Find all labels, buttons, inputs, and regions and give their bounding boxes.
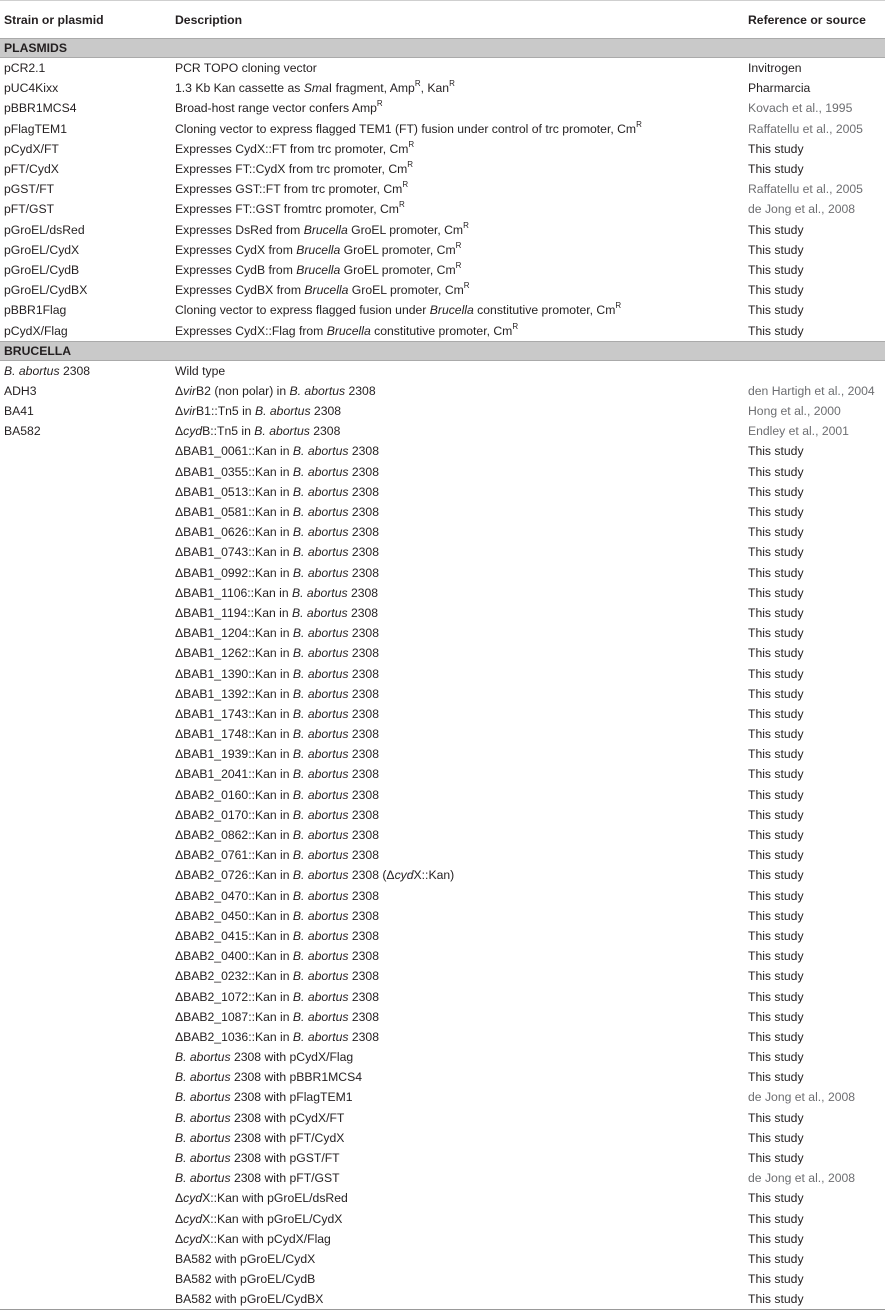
strain-cell — [0, 1289, 171, 1310]
table-row — [0, 1148, 885, 1168]
reference-cell: This study — [748, 888, 804, 903]
table-row — [0, 179, 885, 199]
description-cell: ΔBAB1_0355::Kan in B. abortus 2308 — [175, 464, 379, 479]
reference-cell: This study — [748, 666, 804, 681]
table-row — [0, 906, 885, 926]
table-row — [0, 1289, 885, 1310]
reference-cell: This study — [748, 1191, 804, 1206]
description-cell: Expresses CydX::FT from trc promoter, $Cm^R$ — [175, 139, 415, 156]
description-cell: Broad-host range vector confers Amp$^R$ — [175, 99, 383, 116]
reference-cell: This study — [748, 626, 804, 641]
description-cell: B. abortus 2308 with pCydX/FT — [175, 1110, 345, 1125]
strain-cell — [0, 663, 171, 683]
table-row — [0, 724, 885, 744]
reference-cell: This study — [748, 969, 804, 984]
table-body — [0, 39, 885, 1310]
description-cell: ΔBAB2_0761::Kan in B. abortus 2308 — [175, 848, 379, 863]
strain-cell — [0, 825, 171, 845]
table-row — [0, 139, 885, 159]
description-cell: Expresses CydBX from Brucella GroEL promoter, $Cm^R$ — [175, 281, 470, 298]
reference-cell: This study — [748, 706, 804, 721]
description-cell: ΔBAB2_0726::Kan in B. abortus 2308 (ΔcydX::Kan) — [175, 868, 455, 883]
reference-cell: This study — [748, 484, 804, 499]
description-cell: ΔBAB1_0513::Kan in B. abortus 2308 — [175, 484, 379, 499]
description-cell: ΔBAB1_0061::Kan in B. abortus 2308 — [175, 444, 379, 459]
reference-cell: This study — [748, 1070, 804, 1085]
strain-cell: BA582 — [4, 424, 41, 439]
strain-cell: pFT/GST — [4, 202, 55, 217]
table-row — [0, 825, 885, 845]
table-row — [0, 1087, 885, 1107]
strain-cell — [0, 1269, 171, 1289]
description-cell: ΔBAB1_0992::Kan in B. abortus 2308 — [175, 565, 379, 580]
strain-cell: pFT/CydX — [4, 162, 59, 177]
strain-cell: pFlagTEM1 — [4, 121, 67, 136]
strain-cell: pUC4Kixx — [4, 81, 59, 96]
table-row — [0, 159, 885, 179]
reference-cell: This study — [748, 262, 804, 277]
reference-cell: This study — [748, 1009, 804, 1024]
reference-cell: This study — [748, 868, 804, 883]
reference-cell: den Hartigh et al., 2004 — [748, 383, 875, 398]
description-cell: B. abortus 2308 with pGST/FT — [175, 1151, 340, 1166]
strain-cell — [0, 583, 171, 603]
strain-cell — [0, 441, 171, 461]
description-cell: ΔBAB2_0415::Kan in B. abortus 2308 — [175, 928, 379, 943]
header-description: Description — [175, 12, 243, 27]
table-row — [0, 360, 885, 381]
description-cell: ΔBAB1_0581::Kan in B. abortus 2308 — [175, 505, 379, 520]
table-row — [0, 684, 885, 704]
strain-cell: pCR2.1 — [4, 61, 46, 76]
description-cell: ΔBAB1_1392::Kan in B. abortus 2308 — [175, 686, 379, 701]
table-row — [0, 482, 885, 502]
table-row — [0, 300, 885, 320]
table-row — [0, 926, 885, 946]
strain-cell — [0, 1007, 171, 1027]
strain-cell — [0, 623, 171, 643]
section-row — [0, 341, 885, 360]
table-row — [0, 865, 885, 885]
strain-cell — [0, 744, 171, 764]
strain-cell — [0, 1209, 171, 1229]
reference-cell: This study — [748, 686, 804, 701]
strain-cell — [0, 1148, 171, 1168]
reference-cell: This study — [748, 787, 804, 802]
description-cell: PCR TOPO cloning vector — [175, 61, 317, 76]
header-strain: Strain or plasmid — [4, 12, 104, 27]
strain-cell: pGroEL/CydX — [4, 242, 80, 257]
strain-cell — [0, 1168, 171, 1188]
table-row — [0, 966, 885, 986]
reference-cell: This study — [748, 162, 804, 177]
table-row — [0, 381, 885, 401]
reference-cell: de Jong et al., 2008 — [748, 202, 856, 217]
description-cell: Expresses CydX from Brucella GroEL promoter, $Cm^R$ — [175, 240, 462, 257]
table-row — [0, 280, 885, 300]
description-cell: B. abortus 2308 with pFT/CydX — [175, 1130, 345, 1145]
table-row — [0, 583, 885, 603]
section-row — [0, 39, 885, 58]
strain-cell: B. abortus 2308 — [4, 363, 91, 378]
description-cell: Expresses CydB from Brucella GroEL promoter, $Cm^R$ — [175, 260, 462, 277]
reference-cell: This study — [748, 848, 804, 863]
reference-cell: This study — [748, 1110, 804, 1125]
reference-cell: This study — [744, 1289, 885, 1310]
table-row — [0, 623, 885, 643]
description-cell: ΔBAB1_1748::Kan in B. abortus 2308 — [175, 727, 379, 742]
table-row — [0, 1047, 885, 1067]
reference-cell: This study — [748, 1251, 804, 1266]
section-title: BRUCELLA — [0, 341, 885, 360]
reference-cell: This study — [748, 727, 804, 742]
table-row — [0, 421, 885, 441]
reference-cell: This study — [748, 1130, 804, 1145]
reference-cell: This study — [748, 928, 804, 943]
strain-cell: ADH3 — [4, 383, 37, 398]
table-row — [0, 1188, 885, 1208]
description-cell: Expresses CydX::Flag from Brucella constitutive promoter, $Cm^R$ — [175, 321, 519, 338]
table-row — [0, 1108, 885, 1128]
reference-cell: This study — [748, 767, 804, 782]
reference-cell: This study — [748, 908, 804, 923]
strain-cell: pGST/FT — [4, 182, 55, 197]
table-row — [0, 1007, 885, 1027]
description-cell: ΔvirB2 (non polar) in B. abortus 2308 — [175, 383, 376, 398]
strain-cell — [0, 805, 171, 825]
description-cell: ΔvirB1::Tn5 in B. abortus 2308 — [175, 404, 342, 419]
description-cell: ΔBAB2_1072::Kan in B. abortus 2308 — [175, 989, 379, 1004]
table-row — [0, 764, 885, 784]
table-row — [0, 401, 885, 421]
strain-cell — [0, 684, 171, 704]
description-cell: ΔcydX::Kan with pGroEL/CydX — [175, 1211, 343, 1226]
strain-cell — [0, 482, 171, 502]
table-row — [0, 563, 885, 583]
description-cell: ΔcydX::Kan with pCydX/Flag — [175, 1231, 331, 1246]
reference-cell: Invitrogen — [748, 61, 802, 76]
table-row — [0, 845, 885, 865]
strain-cell — [0, 603, 171, 623]
reference-cell: This study — [748, 1231, 804, 1246]
reference-cell: Hong et al., 2000 — [748, 404, 841, 419]
strain-cell — [0, 764, 171, 784]
description-cell: ΔBAB2_1087::Kan in B. abortus 2308 — [175, 1009, 379, 1024]
table-row — [0, 522, 885, 542]
strain-cell — [0, 1027, 171, 1047]
strain-cell — [0, 1087, 171, 1107]
strain-cell: pBBR1MCS4 — [4, 101, 77, 116]
strain-cell — [0, 926, 171, 946]
description-cell: ΔBAB1_1390::Kan in B. abortus 2308 — [175, 666, 379, 681]
description-cell: ΔBAB1_1204::Kan in B. abortus 2308 — [175, 626, 379, 641]
strain-cell: pGroEL/dsRed — [4, 222, 85, 237]
strain-cell: pCydX/Flag — [4, 323, 68, 338]
table-row — [0, 1269, 885, 1289]
description-cell: Expresses FT::GST fromtrc promoter, $Cm^R$ — [175, 200, 405, 217]
strain-cell — [0, 1128, 171, 1148]
description-cell: ΔBAB2_0862::Kan in B. abortus 2308 — [175, 828, 379, 843]
strain-cell — [0, 865, 171, 885]
strain-cell — [0, 1249, 171, 1269]
description-cell: Expresses FT::CydX from trc promoter, $Cm^R$ — [175, 160, 414, 177]
table-row — [0, 1067, 885, 1087]
table-row — [0, 643, 885, 663]
strain-cell — [0, 1047, 171, 1067]
description-cell: B. abortus 2308 with pFlagTEM1 — [175, 1090, 353, 1105]
table-row — [0, 744, 885, 764]
strain-cell — [0, 563, 171, 583]
description-cell: ΔcydB::Tn5 in B. abortus 2308 — [175, 424, 341, 439]
description-cell: B. abortus 2308 with pFT/GST — [175, 1171, 340, 1186]
strain-cell — [0, 785, 171, 805]
table-row — [0, 886, 885, 906]
strain-cell — [0, 1188, 171, 1208]
strain-cell — [0, 502, 171, 522]
strain-cell: pCydX/FT — [4, 141, 59, 156]
reference-cell: This study — [748, 1151, 804, 1166]
description-cell: ΔBAB2_0400::Kan in B. abortus 2308 — [175, 949, 379, 964]
header-reference: Reference or source — [748, 12, 866, 27]
description-cell: ΔBAB1_1194::Kan in B. abortus 2308 — [175, 605, 379, 620]
description-cell: Cloning vector to express flagged TEM1 (FT) fusion under control of trc promoter, $Cm^R$ — [175, 119, 642, 136]
reference-cell: This study — [748, 141, 804, 156]
description-cell: BA582 with pGroEL/CydB — [175, 1272, 316, 1287]
table-row — [0, 1128, 885, 1148]
description-cell: Cloning vector to express flagged fusion under Brucella constitutive promoter, $Cm^R$ — [175, 301, 622, 318]
strain-cell — [0, 946, 171, 966]
strain-cell — [0, 1067, 171, 1087]
table-row — [0, 1229, 885, 1249]
reference-cell: de Jong et al., 2008 — [748, 1090, 856, 1105]
table-row — [0, 441, 885, 461]
reference-cell: This study — [748, 242, 804, 257]
table-row — [0, 98, 885, 118]
reference-cell: Pharmarcia — [748, 81, 811, 96]
reference-cell: This study — [748, 1272, 804, 1287]
description-cell: ΔBAB2_1036::Kan in B. abortus 2308 — [175, 1029, 379, 1044]
section-title: PLASMIDS — [0, 39, 885, 58]
strain-cell: pBBR1Flag — [4, 303, 67, 318]
table-row — [0, 199, 885, 219]
strain-cell — [0, 906, 171, 926]
description-cell: Expresses GST::FT from trc promoter, $Cm^R$ — [175, 180, 409, 197]
table-row — [0, 805, 885, 825]
strain-cell — [0, 522, 171, 542]
strain-cell — [0, 1108, 171, 1128]
reference-cell: This study — [748, 1211, 804, 1226]
description-cell: ΔBAB1_1939::Kan in B. abortus 2308 — [175, 747, 379, 762]
strain-cell: pGroEL/CydB — [4, 262, 80, 277]
description-cell: ΔBAB1_0743::Kan in B. abortus 2308 — [175, 545, 379, 560]
reference-cell: This study — [748, 646, 804, 661]
reference-cell: This study — [748, 303, 804, 318]
strain-cell — [0, 643, 171, 663]
description-cell: BA582 with pGroEL/CydX — [175, 1251, 316, 1266]
description-cell: Wild type — [175, 363, 226, 378]
reference-cell: This study — [748, 444, 804, 459]
strain-cell — [0, 1229, 171, 1249]
reference-cell: This study — [748, 525, 804, 540]
description-cell: B. abortus 2308 with pBBR1MCS4 — [175, 1070, 362, 1085]
description-cell: ΔBAB2_0160::Kan in B. abortus 2308 — [175, 787, 379, 802]
table-row — [0, 119, 885, 139]
table-row — [0, 78, 885, 98]
table-row — [0, 946, 885, 966]
table-row — [0, 1209, 885, 1229]
table-row — [0, 704, 885, 724]
reference-cell: This study — [748, 505, 804, 520]
strain-cell — [0, 886, 171, 906]
table-row — [0, 502, 885, 522]
description-cell: ΔBAB2_0170::Kan in B. abortus 2308 — [175, 807, 379, 822]
strain-cell — [0, 704, 171, 724]
reference-cell: This study — [748, 222, 804, 237]
reference-cell: This study — [748, 949, 804, 964]
description-cell: ΔBAB2_0450::Kan in B. abortus 2308 — [175, 908, 379, 923]
reference-cell — [744, 360, 885, 381]
strain-cell — [0, 462, 171, 482]
reference-cell: This study — [748, 807, 804, 822]
reference-cell: This study — [748, 1029, 804, 1044]
description-cell: ΔBAB2_0232::Kan in B. abortus 2308 — [175, 969, 379, 984]
strain-cell — [0, 966, 171, 986]
strain-cell — [0, 845, 171, 865]
strain-cell — [0, 724, 171, 744]
reference-cell: This study — [748, 747, 804, 762]
reference-cell: This study — [748, 283, 804, 298]
strain-cell: pGroEL/CydBX — [4, 283, 88, 298]
reference-cell: This study — [748, 585, 804, 600]
reference-cell: This study — [748, 828, 804, 843]
table-row — [0, 220, 885, 240]
reference-cell: This study — [748, 545, 804, 560]
description-cell: BA582 with pGroEL/CydBX — [171, 1289, 744, 1310]
table-row — [0, 1027, 885, 1047]
table-row — [0, 785, 885, 805]
table-row — [0, 986, 885, 1006]
table-row — [0, 1249, 885, 1269]
strain-cell — [0, 542, 171, 562]
table-row — [0, 240, 885, 260]
description-cell: ΔcydX::Kan with pGroEL/dsRed — [175, 1191, 348, 1206]
reference-cell: This study — [748, 1050, 804, 1065]
reference-cell: Endley et al., 2001 — [748, 424, 849, 439]
table-row — [0, 1168, 885, 1188]
description-cell: Expresses DsRed from Brucella GroEL promoter, $Cm^R$ — [175, 220, 469, 237]
reference-cell: This study — [748, 323, 804, 338]
description-cell: 1.3 Kb Kan cassette as SmaI fragment, Amp$^R$, Kan$^R$ — [175, 79, 455, 96]
reference-cell: This study — [748, 989, 804, 1004]
reference-cell: de Jong et al., 2008 — [748, 1171, 856, 1186]
table-row — [0, 663, 885, 683]
reference-cell: Raffatellu et al., 2005 — [748, 121, 863, 136]
description-cell: ΔBAB2_0470::Kan in B. abortus 2308 — [175, 888, 379, 903]
description-cell: ΔBAB1_0626::Kan in B. abortus 2308 — [175, 525, 379, 540]
reference-cell: Raffatellu et al., 2005 — [748, 182, 863, 197]
description-cell: B. abortus 2308 with pCydX/Flag — [175, 1050, 354, 1065]
table-row — [0, 320, 885, 341]
description-cell: ΔBAB1_1743::Kan in B. abortus 2308 — [175, 706, 379, 721]
table-header-row — [0, 1, 885, 39]
reference-cell: This study — [748, 464, 804, 479]
table-row — [0, 58, 885, 79]
reference-cell: Kovach et al., 1995 — [748, 101, 853, 116]
table-row — [0, 462, 885, 482]
description-cell: ΔBAB1_1106::Kan in B. abortus 2308 — [175, 585, 379, 600]
description-cell: ΔBAB1_2041::Kan in B. abortus 2308 — [175, 767, 379, 782]
description-cell: ΔBAB1_1262::Kan in B. abortus 2308 — [175, 646, 379, 661]
reference-cell: This study — [748, 565, 804, 580]
reference-cell: This study — [748, 605, 804, 620]
strain-cell — [0, 986, 171, 1006]
table-row — [0, 603, 885, 623]
table-row — [0, 260, 885, 280]
table-row — [0, 542, 885, 562]
strain-cell: BA41 — [4, 404, 34, 419]
